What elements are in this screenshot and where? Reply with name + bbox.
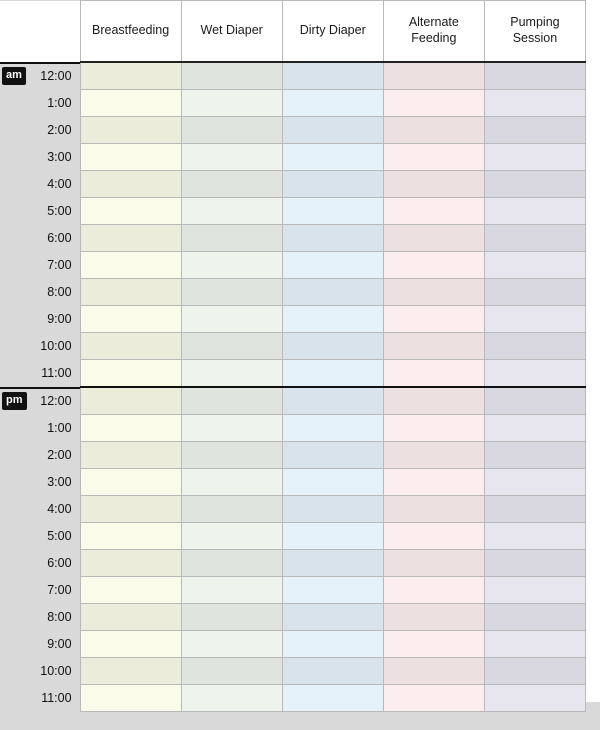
hour-label-cell [0,333,80,360]
log-entry-cell[interactable] [80,496,181,523]
hour-label-cell [0,198,80,225]
hour-label-cell [0,496,80,523]
hour-label-cell [0,604,80,631]
log-entry-cell[interactable] [383,604,484,631]
hour-label-cell [0,360,80,388]
hour-label: 7:00 [47,583,72,597]
log-entry-cell[interactable] [80,360,181,388]
log-entry-cell[interactable] [80,604,181,631]
hour-label: 10:00 [40,339,72,353]
hour-label: 8:00 [47,610,72,624]
table-body [0,62,586,712]
table-row [0,496,586,523]
log-entry-cell[interactable] [181,415,282,442]
log-entry-cell[interactable] [80,171,181,198]
log-entry-cell[interactable] [80,387,181,415]
table-row [0,604,586,631]
log-entry-cell[interactable] [80,144,181,171]
log-entry-cell[interactable] [181,685,282,712]
log-entry-cell[interactable] [484,279,585,306]
hour-label: 5:00 [47,204,72,218]
hour-label: 6:00 [47,231,72,245]
log-entry-cell[interactable] [484,198,585,225]
log-entry-cell[interactable] [80,198,181,225]
table-row [0,658,586,685]
hour-label-cell [0,279,80,306]
log-entry-cell[interactable] [383,658,484,685]
log-entry-cell[interactable] [282,442,383,469]
table-row [0,225,586,252]
hour-label-cell [0,442,80,469]
hour-label: 12:00 [40,393,72,408]
table-row [0,333,586,360]
log-entry-cell[interactable] [181,387,282,415]
log-entry-cell[interactable] [484,523,585,550]
log-entry-cell[interactable] [181,225,282,252]
log-entry-cell[interactable] [181,577,282,604]
hour-label-cell [0,252,80,279]
log-entry-cell[interactable] [383,144,484,171]
hour-label-cell [0,144,80,171]
log-entry-cell[interactable] [383,577,484,604]
log-entry-cell[interactable] [80,523,181,550]
corner-cell [0,1,80,63]
log-entry-cell[interactable] [80,577,181,604]
table-row [0,198,586,225]
table-row [0,117,586,144]
table-row [0,415,586,442]
log-entry-cell[interactable] [484,90,585,117]
log-entry-cell[interactable] [181,306,282,333]
log-entry-cell[interactable] [484,62,585,90]
table-row [0,252,586,279]
table-row [0,144,586,171]
log-entry-cell[interactable] [282,171,383,198]
log-entry-cell[interactable] [181,171,282,198]
log-entry-cell[interactable] [383,360,484,388]
hour-label: 3:00 [47,475,72,489]
hour-label-cell [0,577,80,604]
log-entry-cell[interactable] [282,387,383,415]
log-entry-cell[interactable] [484,360,585,388]
hour-label-cell [0,523,80,550]
log-entry-cell[interactable] [282,496,383,523]
table-row [0,550,586,577]
hour-label: 7:00 [47,258,72,272]
log-entry-cell[interactable] [383,198,484,225]
table-row [0,279,586,306]
log-entry-cell[interactable] [80,333,181,360]
log-entry-cell[interactable] [484,469,585,496]
hour-label-cell [0,62,80,90]
log-entry-cell[interactable] [383,117,484,144]
log-entry-cell[interactable] [282,144,383,171]
hour-label-cell [0,469,80,496]
log-entry-cell[interactable] [484,496,585,523]
log-entry-cell[interactable] [80,117,181,144]
log-entry-cell[interactable] [484,225,585,252]
log-entry-cell[interactable] [282,550,383,577]
log-entry-cell[interactable] [181,442,282,469]
hour-label-cell [0,658,80,685]
log-entry-cell[interactable] [181,360,282,388]
log-entry-cell[interactable] [383,550,484,577]
log-entry-cell[interactable] [181,469,282,496]
log-entry-cell[interactable] [383,225,484,252]
log-entry-cell[interactable] [383,279,484,306]
hour-label: 11:00 [41,366,72,381]
log-entry-cell[interactable] [282,62,383,90]
log-entry-cell[interactable] [181,90,282,117]
log-entry-cell[interactable] [484,442,585,469]
hour-label: 12:00 [40,68,72,83]
column-header: Dirty Diaper [282,1,383,63]
log-entry-cell[interactable] [181,604,282,631]
log-entry-cell[interactable] [181,198,282,225]
hour-label-cell [0,631,80,658]
column-header: Breastfeeding [80,1,181,63]
hour-label-cell [0,387,80,415]
log-entry-cell[interactable] [383,685,484,712]
hour-label: 1:00 [47,421,72,435]
hour-label-cell [0,685,80,712]
table-row [0,90,586,117]
log-entry-cell[interactable] [181,496,282,523]
hour-label: 2:00 [47,448,72,462]
table-row [0,523,586,550]
log-entry-cell[interactable] [80,685,181,712]
log-entry-cell[interactable] [80,658,181,685]
log-entry-cell[interactable] [484,117,585,144]
log-entry-cell[interactable] [484,252,585,279]
hour-label-cell [0,306,80,333]
log-entry-cell[interactable] [484,333,585,360]
log-entry-cell[interactable] [181,279,282,306]
table-row [0,469,586,496]
log-entry-cell[interactable] [282,117,383,144]
log-entry-cell[interactable] [484,306,585,333]
log-entry-cell[interactable] [383,442,484,469]
log-entry-cell[interactable] [484,604,585,631]
log-entry-cell[interactable] [282,523,383,550]
log-entry-cell[interactable] [181,523,282,550]
log-entry-cell[interactable] [484,387,585,415]
hour-label-cell [0,415,80,442]
log-entry-cell[interactable] [383,631,484,658]
log-entry-cell[interactable] [80,550,181,577]
log-entry-cell[interactable] [383,387,484,415]
log-entry-cell[interactable] [282,577,383,604]
log-entry-cell[interactable] [80,469,181,496]
hour-label: 10:00 [40,664,72,678]
table-header [0,1,586,63]
log-entry-cell[interactable] [282,306,383,333]
table-row [0,577,586,604]
hour-label: 4:00 [47,177,72,191]
log-entry-cell[interactable] [484,144,585,171]
log-entry-cell[interactable] [282,279,383,306]
table-row [0,387,586,415]
log-entry-cell[interactable] [282,604,383,631]
hour-label-cell [0,225,80,252]
hour-label: 8:00 [47,285,72,299]
log-entry-cell[interactable] [383,252,484,279]
log-entry-cell[interactable] [80,306,181,333]
log-entry-cell[interactable] [282,631,383,658]
log-entry-cell[interactable] [181,550,282,577]
log-entry-cell[interactable] [484,658,585,685]
log-entry-cell[interactable] [484,685,585,712]
log-entry-cell[interactable] [80,442,181,469]
hour-label: 4:00 [47,502,72,516]
log-entry-cell[interactable] [383,171,484,198]
log-entry-cell[interactable] [282,333,383,360]
hour-label: 9:00 [47,637,72,651]
header-row [0,1,586,63]
log-entry-cell[interactable] [181,62,282,90]
log-entry-cell[interactable] [484,631,585,658]
table-row [0,306,586,333]
column-header: Pumping Session [484,1,585,63]
log-entry-cell[interactable] [282,90,383,117]
log-entry-cell[interactable] [181,252,282,279]
hour-label: 1:00 [47,96,72,110]
hour-label: 6:00 [47,556,72,570]
log-entry-cell[interactable] [80,415,181,442]
hour-label: 11:00 [41,691,72,705]
table-row [0,685,586,712]
log-entry-cell[interactable] [80,631,181,658]
log-entry-cell[interactable] [383,415,484,442]
period-badge: am [2,67,26,85]
log-entry-cell[interactable] [484,577,585,604]
hour-label-cell [0,171,80,198]
table-row [0,442,586,469]
log-entry-cell[interactable] [282,469,383,496]
log-entry-cell[interactable] [282,198,383,225]
hour-label-cell [0,90,80,117]
log-entry-cell[interactable] [383,62,484,90]
log-entry-cell[interactable] [80,225,181,252]
log-entry-cell[interactable] [383,90,484,117]
log-entry-cell[interactable] [383,469,484,496]
log-entry-cell[interactable] [383,496,484,523]
log-entry-cell[interactable] [181,658,282,685]
log-entry-cell[interactable] [282,360,383,388]
hour-label: 9:00 [47,312,72,326]
log-entry-cell[interactable] [282,658,383,685]
log-entry-cell[interactable] [383,306,484,333]
log-entry-cell[interactable] [282,225,383,252]
log-entry-cell[interactable] [80,252,181,279]
hour-label: 3:00 [47,150,72,164]
table-row [0,62,586,90]
column-header: Wet Diaper [181,1,282,63]
log-entry-cell[interactable] [383,523,484,550]
period-badge: pm [2,392,27,410]
hour-label: 2:00 [47,123,72,137]
log-entry-cell[interactable] [484,171,585,198]
log-entry-cell[interactable] [80,279,181,306]
hour-label: 5:00 [47,529,72,543]
table-row [0,171,586,198]
log-entry-cell[interactable] [282,685,383,712]
log-entry-cell[interactable] [282,415,383,442]
log-entry-cell[interactable] [80,90,181,117]
log-entry-cell[interactable] [282,252,383,279]
log-entry-cell[interactable] [181,333,282,360]
table-row [0,631,586,658]
log-entry-cell[interactable] [181,117,282,144]
column-header: Alternate Feeding [383,1,484,63]
table-row [0,360,586,388]
log-entry-cell[interactable] [484,550,585,577]
log-entry-cell[interactable] [484,415,585,442]
log-entry-cell[interactable] [80,62,181,90]
hour-label-cell [0,550,80,577]
log-entry-cell[interactable] [383,333,484,360]
hour-label-cell [0,117,80,144]
log-entry-cell[interactable] [181,631,282,658]
log-entry-cell[interactable] [181,144,282,171]
